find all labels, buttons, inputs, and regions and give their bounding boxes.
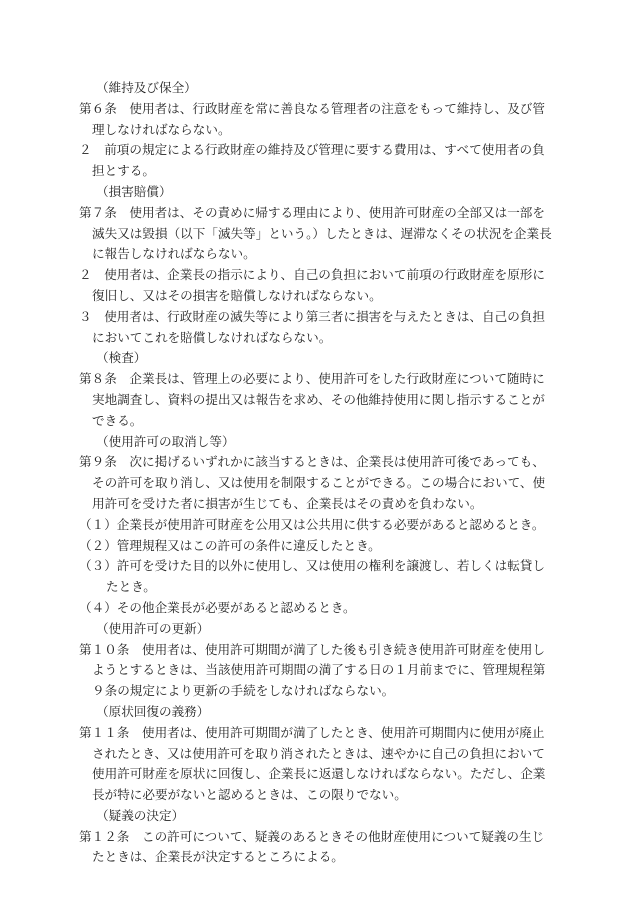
article-11: 第１１条 使用者は、使用許可期間が満了したとき、使用許可期間内に使用が廃止されたとき、又は使用許可を取り消されたときは、速やかに自己の負担において使用許可財産を原状に回復し、企業長に返還しなければならない。ただし、企業長が特に必要がないと認めるときは、この限りでない。 — [79, 724, 546, 803]
article-7: 第７条 使用者は、その責めに帰する理由により、使用許可財産の全部又は一部を滅失又は毀損（以下「滅失等」という。）したときは、遅滞なくその状況を企業長に報告しなければならない。 — [79, 204, 552, 262]
article-9-item-3: （３）許可を受けた目的以外に使用し、又は使用の権利を譲渡し、若しくは転貸したとき。 — [79, 558, 545, 595]
heading-doubts: （疑義の決定） — [96, 807, 185, 823]
heading-restoration: （原状回復の義務） — [96, 703, 210, 719]
heading-inspection: （検査） — [96, 350, 147, 366]
article-10: 第１０条 使用者は、使用許可期間が満了した後も引き続き使用許可財産を使用しようとするときは、当該使用許可期間の満了する日の１月前までに、管理規程第９条の規定により更新の手続をしなければならない。 — [79, 641, 546, 699]
article-9-item-1: （１）企業長が使用許可財産を公用又は公共用に供する必要があると認めるとき。 — [79, 516, 545, 532]
article-6-para-2: ２ 前項の規定による行政財産の維持及び管理に要する費用は、すべて使用者の負担とする。 — [79, 142, 545, 179]
article-9-item-2: （２）管理規程又はこの許可の条件に違反したとき。 — [79, 537, 381, 553]
article-7-para-3: ３ 使用者は、行政財産の滅失等により第三者に損害を与えたときは、自己の負担においてこれを賠償しなければならない。 — [79, 308, 545, 345]
heading-revocation: （使用許可の取消し等） — [96, 433, 235, 449]
heading-renewal: （使用許可の更新） — [96, 620, 210, 636]
article-8: 第８条 企業長は、管理上の必要により、使用許可をした行政財産について随時に実地調査し、資料の提出又は報告を求め、その他維持使用に関し指示することができる。 — [79, 371, 545, 428]
heading-damages: （損害賠償） — [96, 183, 172, 199]
article-9-item-4: （４）その他企業長が必要があると認めるとき。 — [79, 599, 356, 615]
article-9: 第９条 次に掲げるいずれかに該当するときは、企業長は使用許可後であっても、その許可を取り消し、又は使用を制限することができる。この場合において、使用許可を受けた者に損害が生じても、企業長はその責めを負わない。 — [79, 454, 546, 511]
heading-maintenance: （維持及び保全） — [96, 80, 197, 95]
document-page — [79, 78, 555, 868]
article-6: 第６条 使用者は、行政財産を常に善良なる管理者の注意をもって維持し、及び管理しなければならない。 — [79, 100, 545, 137]
article-12: 第１２条 この許可について、疑義のあるときその他財産使用について疑義の生じたときは、企業長が決定するところによる。 — [79, 828, 545, 865]
article-7-para-2: ２ 使用者は、企業長の指示により、自己の負担において前項の行政財産を原形に復旧し、又はその損害を賠償しなければならない。 — [79, 267, 545, 303]
